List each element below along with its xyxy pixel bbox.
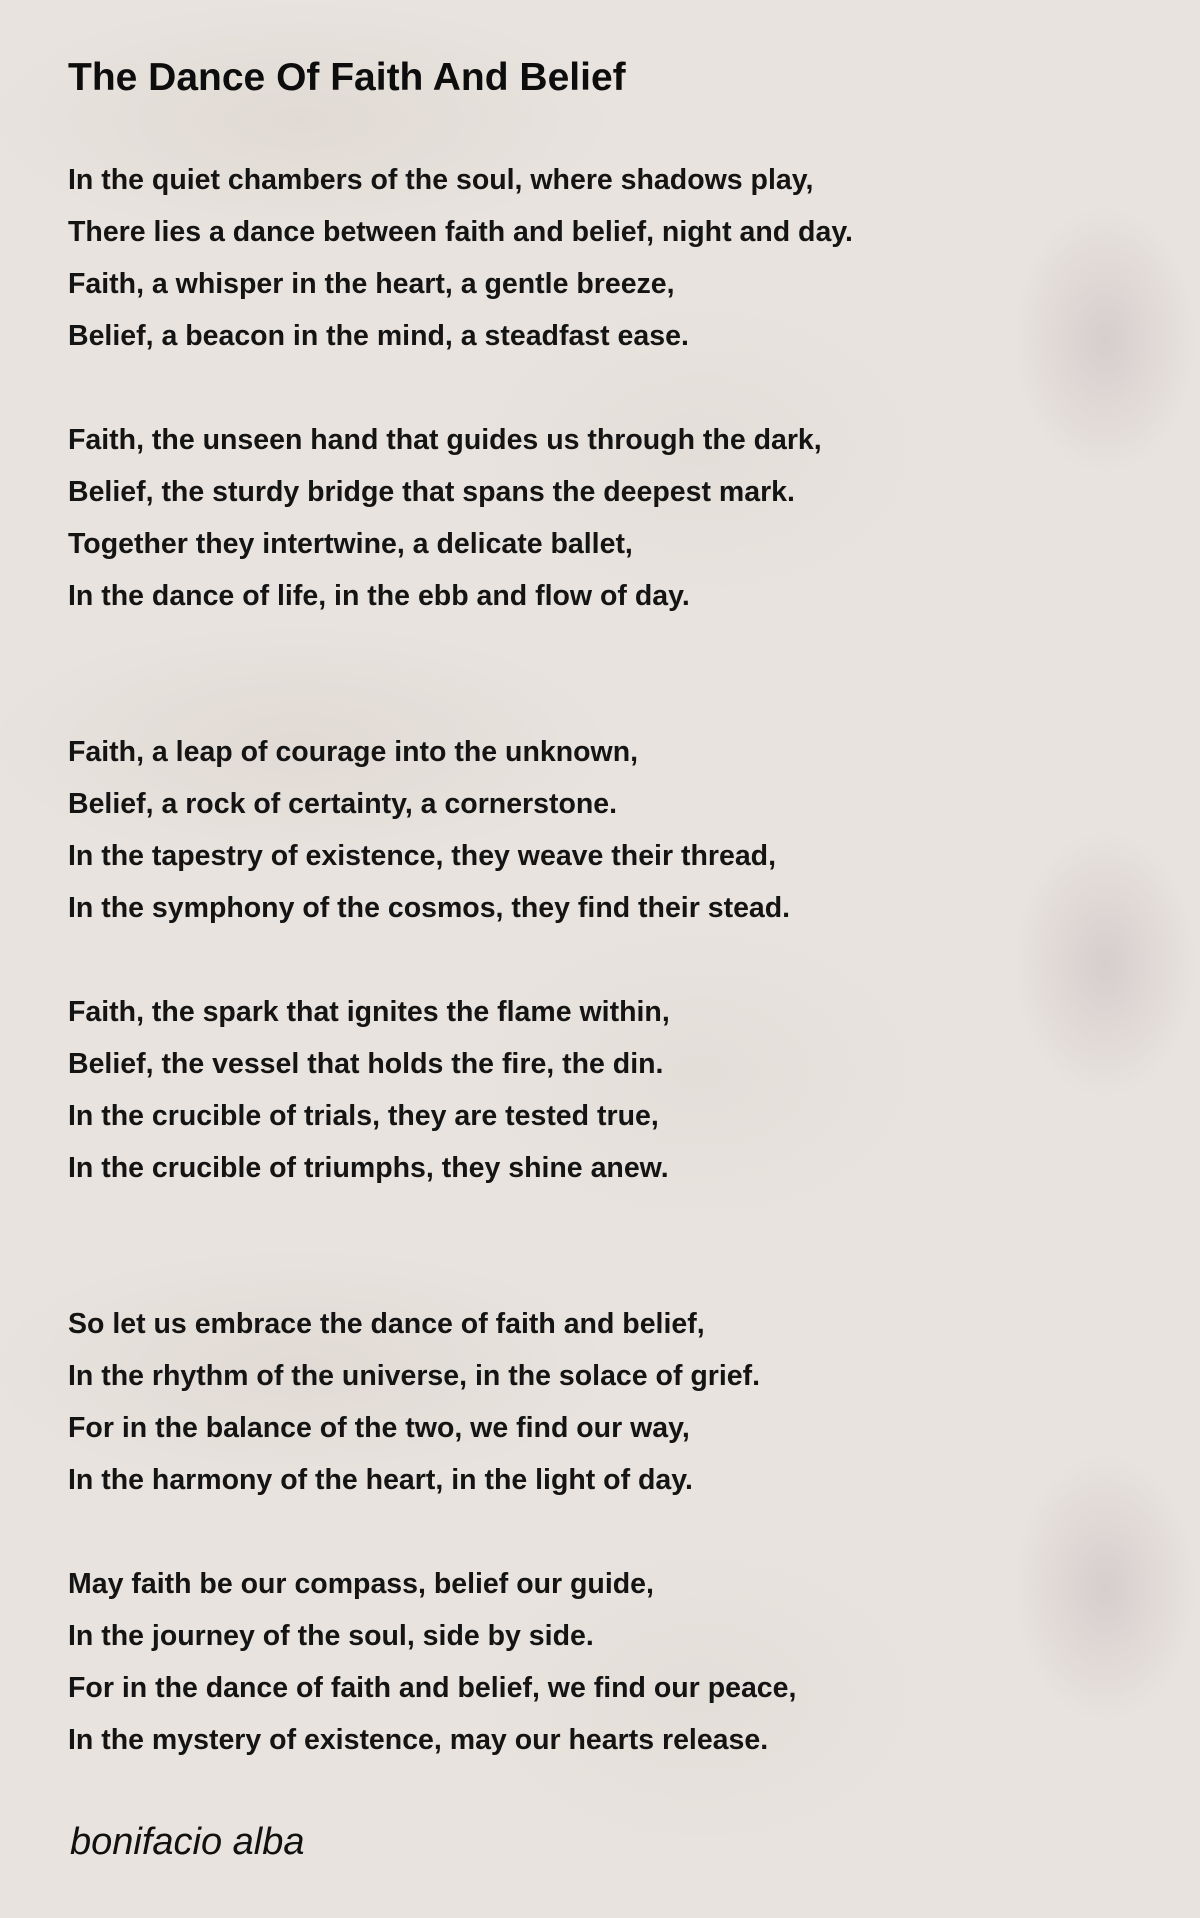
stanza-break: [68, 1506, 853, 1558]
stanza-break: [68, 934, 853, 986]
poem-line: In the symphony of the cosmos, they find their stead.: [68, 892, 791, 924]
stanza-break: [68, 1194, 853, 1298]
poem-line: In the mystery of existence, may our hearts release.: [68, 1724, 769, 1756]
poem-line: Belief, a rock of certainty, a cornerstone.: [68, 788, 618, 820]
poem-line: In the crucible of trials, they are tested true,: [68, 1100, 659, 1132]
poem-line: Belief, the vessel that holds the fire, the din.: [68, 1048, 664, 1080]
poem-line: Together they intertwine, a delicate ballet,: [68, 528, 633, 560]
stanza-5: [68, 1298, 853, 1506]
poem-line: Faith, a leap of courage into the unknown,: [68, 736, 639, 768]
poem-card: [68, 50, 1148, 1756]
poem-body: [68, 154, 853, 1766]
stanza-2: [68, 414, 853, 622]
poem-line: Belief, a beacon in the mind, a steadfast ease.: [68, 320, 689, 352]
stanza-3: [68, 726, 853, 934]
poem-line: In the rhythm of the universe, in the solace of grief.: [68, 1360, 761, 1392]
poem-author: bonifacio alba: [70, 1821, 305, 1863]
poem-line: In the quiet chambers of the soul, where shadows play,: [68, 164, 814, 196]
poem-line: For in the dance of faith and belief, we find our peace,: [68, 1672, 797, 1704]
poem-title: The Dance Of Faith And Belief: [68, 56, 626, 99]
poem-line: Faith, the spark that ignites the flame within,: [68, 996, 670, 1028]
poem-line: Faith, a whisper in the heart, a gentle breeze,: [68, 268, 675, 300]
stanza-6: [68, 1558, 853, 1766]
poem-line: In the journey of the soul, side by side.: [68, 1620, 594, 1652]
poem-line: There lies a dance between faith and belief, night and day.: [68, 216, 853, 248]
poem-line: In the dance of life, in the ebb and flow of day.: [68, 580, 690, 612]
stanza-break: [68, 362, 853, 414]
poem-line: Belief, the sturdy bridge that spans the deepest mark.: [68, 476, 795, 508]
poem-line: In the tapestry of existence, they weave their thread,: [68, 840, 776, 872]
stanza-break: [68, 622, 853, 726]
poem-line: So let us embrace the dance of faith and belief,: [68, 1308, 705, 1340]
poem-line: Faith, the unseen hand that guides us through the dark,: [68, 424, 822, 456]
poem-line: For in the balance of the two, we find our way,: [68, 1412, 690, 1444]
poem-line: May faith be our compass, belief our guide,: [68, 1568, 654, 1600]
stanza-1: [68, 154, 853, 362]
poem-line: In the harmony of the heart, in the light of day.: [68, 1464, 693, 1496]
stanza-4: [68, 986, 853, 1194]
poem-line: In the crucible of triumphs, they shine anew.: [68, 1152, 669, 1184]
